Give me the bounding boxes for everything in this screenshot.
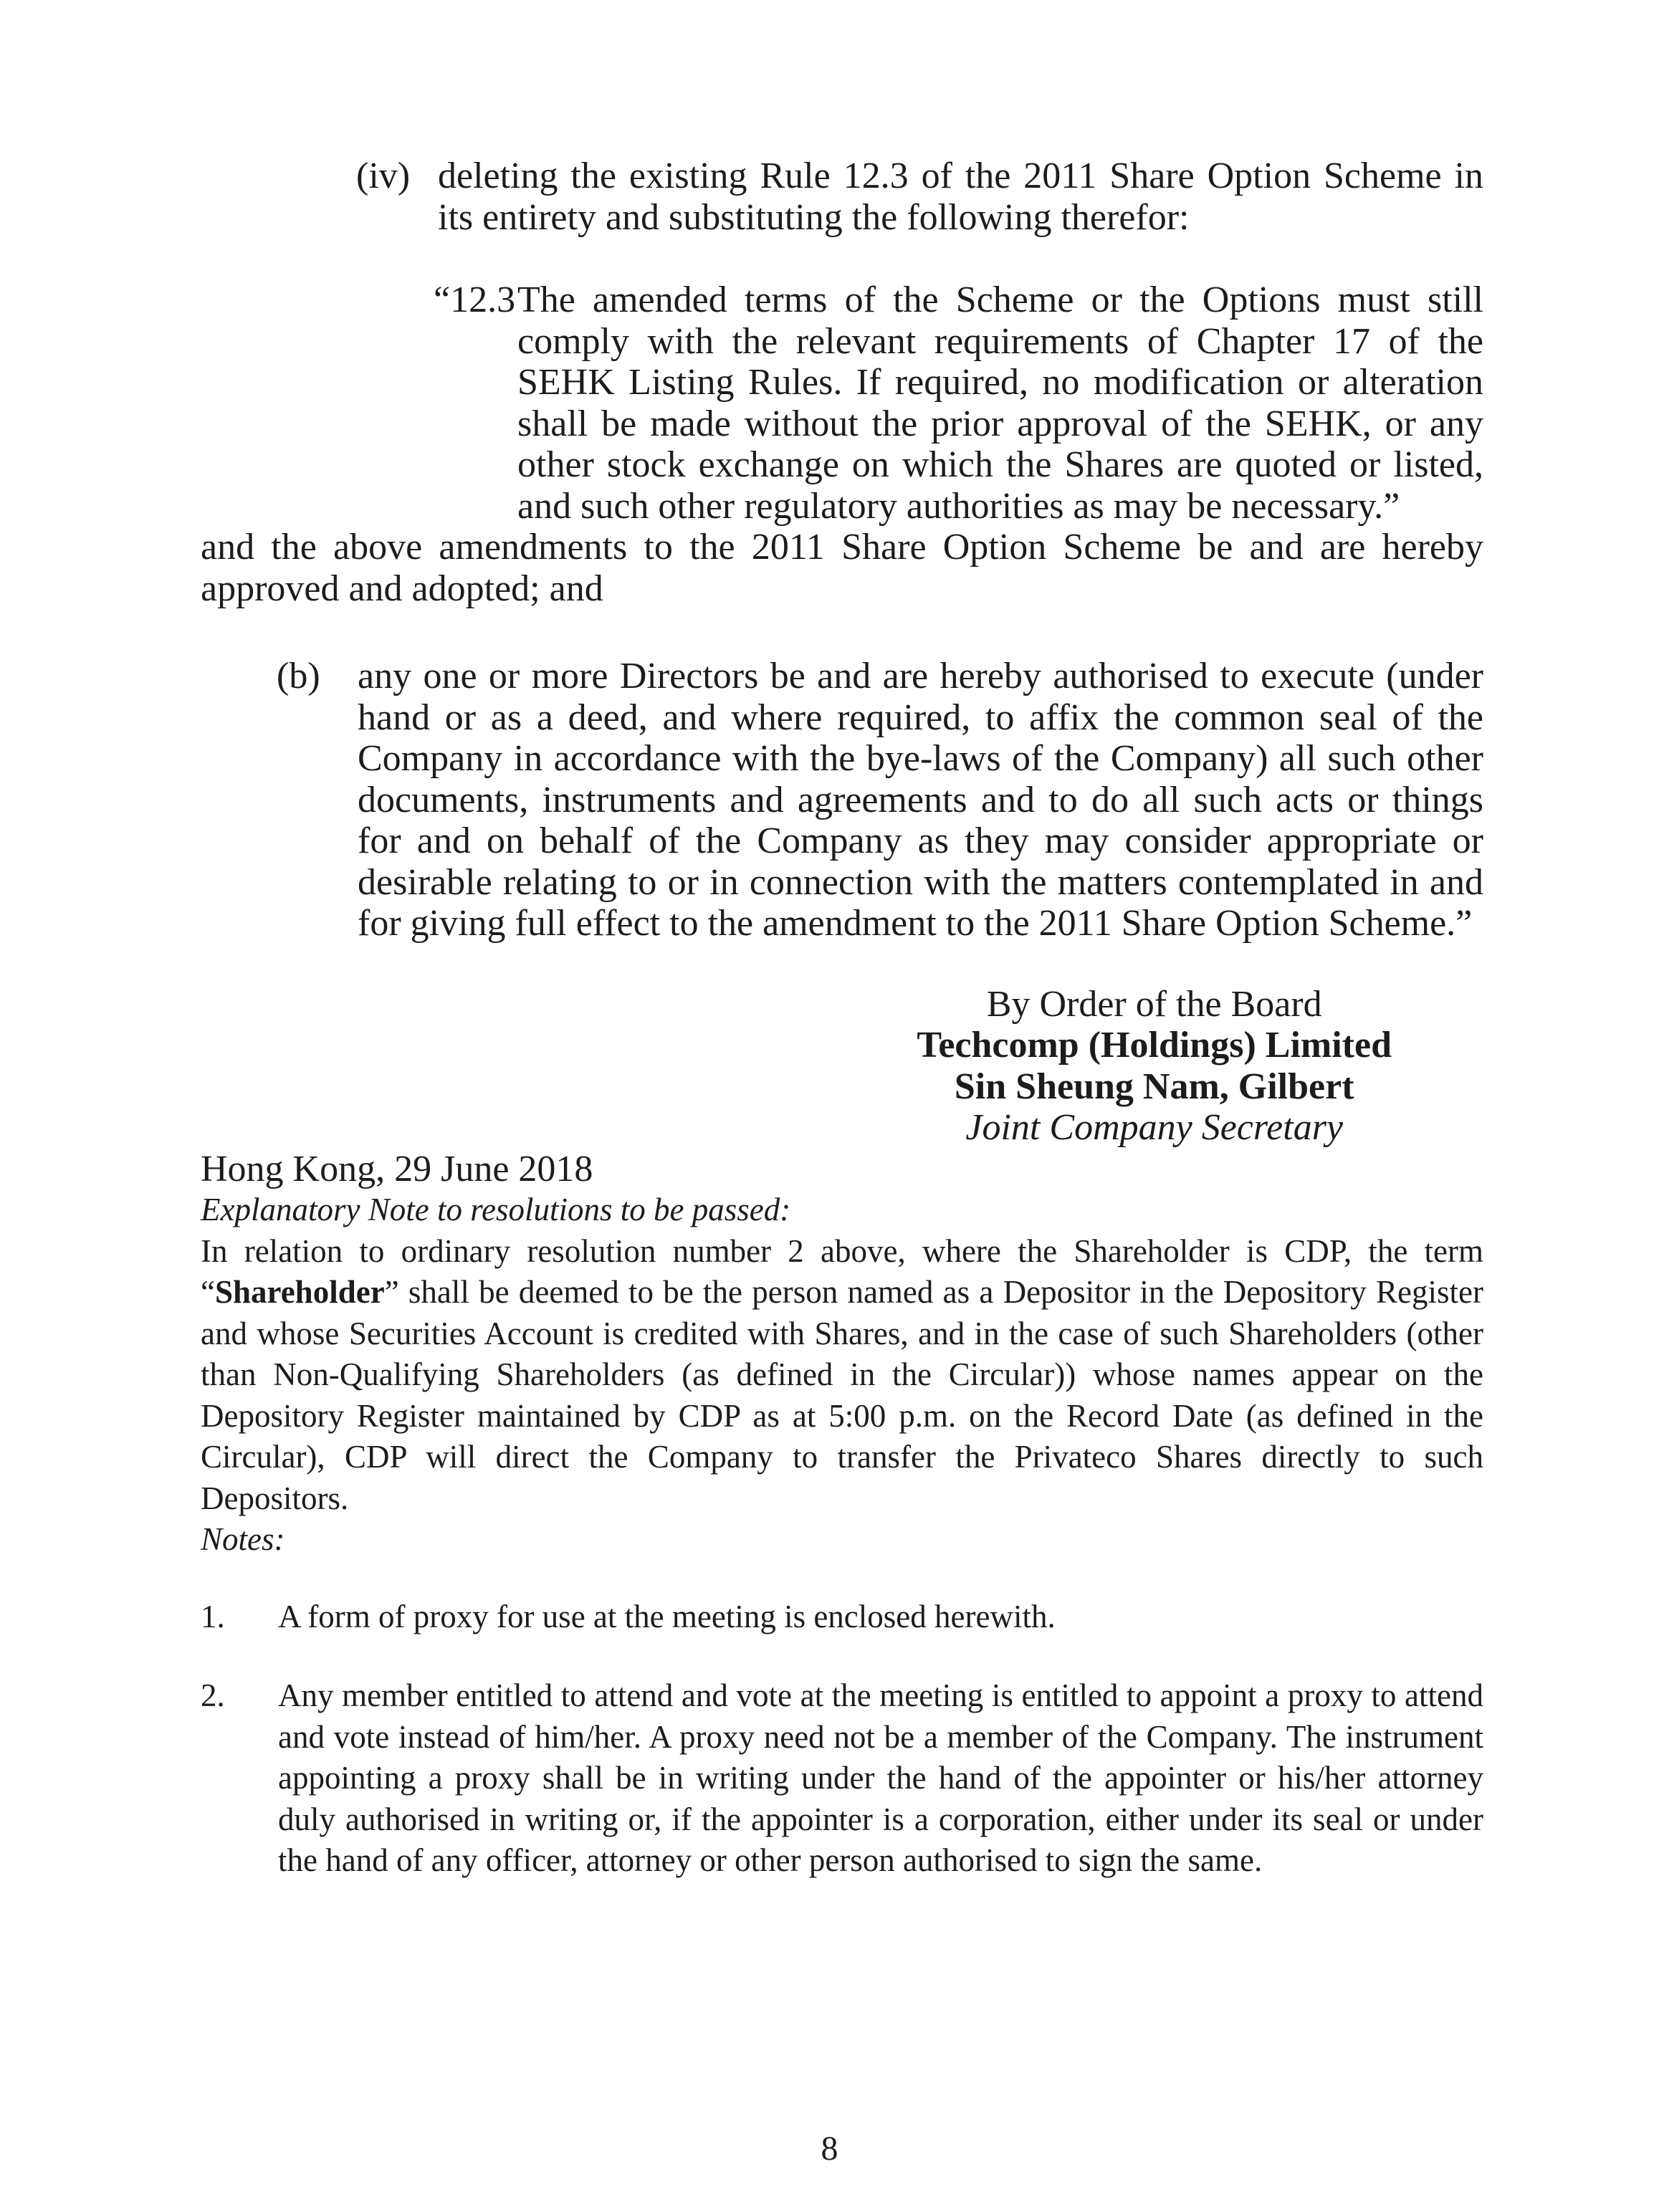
- list-item-iv: [201, 155, 1483, 238]
- explanatory-note-heading: Explanatory Note to resolutions to be passed:: [201, 1192, 791, 1227]
- secretary-title: Joint Company Secretary: [965, 1107, 1344, 1148]
- explanatory-text-after-term: ” shall be deemed to be the person named as a Depositor in the Depository Register and whose Securities Account is credited with Shares, and in the case of such Shareholders (other than Non-Qualifying Shareholders (as defined in the Circular)) whose names appear on the Depository Register maintained by CDP as at 5:00 p.m. on the Record Date (as defined in the Circular), CDP will direct the Company to transfer the Privateco Shares directly to such Depositors.: [201, 1274, 1483, 1516]
- note-item-2: [201, 1675, 1483, 1882]
- by-order-line: By Order of the Board: [986, 983, 1322, 1025]
- quote-rule-12-3-label: “12.3: [434, 279, 516, 320]
- note-1-number: 1.: [201, 1598, 225, 1634]
- note-2-number: 2.: [201, 1677, 225, 1713]
- quote-rule-12-3: [201, 279, 1483, 527]
- explanatory-text-before-term: In relation to ordinary resolution number 2 above, where the Shareholder is CDP, the term “: [201, 1232, 1483, 1310]
- list-item-b: [201, 656, 1483, 944]
- secretary-name: Sin Sheung Nam, Gilbert: [954, 1066, 1354, 1107]
- signature-block: [917, 984, 1392, 1149]
- list-item-b-text: any one or more Directors be and are hereby authorised to execute (under hand or as a deed, and where required, to affix the common seal of the Company in accordance with the bye-laws of the Company) all such other documents, instruments and agreements and to do all such acts or things for and on behalf of the Company as they may consider appropriate or desirable relating to or in connection with the matters contemplated in and for giving full effect to the amendment to the 2011 Share Option Scheme.”: [358, 656, 1483, 944]
- company-name: Techcomp (Holdings) Limited: [917, 1025, 1392, 1066]
- note-1-text: A form of proxy for use at the meeting is enclosed herewith.: [278, 1598, 1056, 1634]
- page-number: 8: [821, 2130, 838, 2168]
- shareholder-term: Shareholder: [214, 1274, 385, 1310]
- closing-paragraph-a: and the above amendments to the 2011 Share Option Scheme be and are hereby approved and adopted; and: [201, 527, 1483, 609]
- note-2-text: Any member entitled to attend and vote at the meeting is entitled to appoint a proxy to attend and vote instead of him/her. A proxy need not be a member of the Company. The instrument appointing a proxy shall be in writing under the hand of the appointer or his/her attorney duly authorised in writing or, if the appointer is a corporation, either under its seal or under the hand of any officer, attorney or other person authorised to sign the same.: [278, 1677, 1483, 1878]
- list-item-iv-text: deleting the existing Rule 12.3 of the 2011 Share Option Scheme in its entirety and substituting the following therefor:: [438, 155, 1483, 238]
- list-item-iv-label: (iv): [356, 155, 411, 196]
- explanatory-note-paragraph: [201, 1231, 1483, 1520]
- quote-rule-12-3-text: The amended terms of the Scheme or the Options must still comply with the relevant requirements of Chapter 17 of the SEHK Listing Rules. If required, no modification or alteration shall be made without the prior approval of the SEHK, or any other stock exchange on which the Shares are quoted or listed, and such other regulatory authorities as may be necessary.”: [517, 279, 1483, 527]
- list-item-b-label: (b): [277, 656, 320, 696]
- notes-heading: Notes:: [201, 1521, 285, 1557]
- note-item-1: [201, 1596, 1483, 1638]
- dateline: Hong Kong, 29 June 2018: [201, 1148, 593, 1189]
